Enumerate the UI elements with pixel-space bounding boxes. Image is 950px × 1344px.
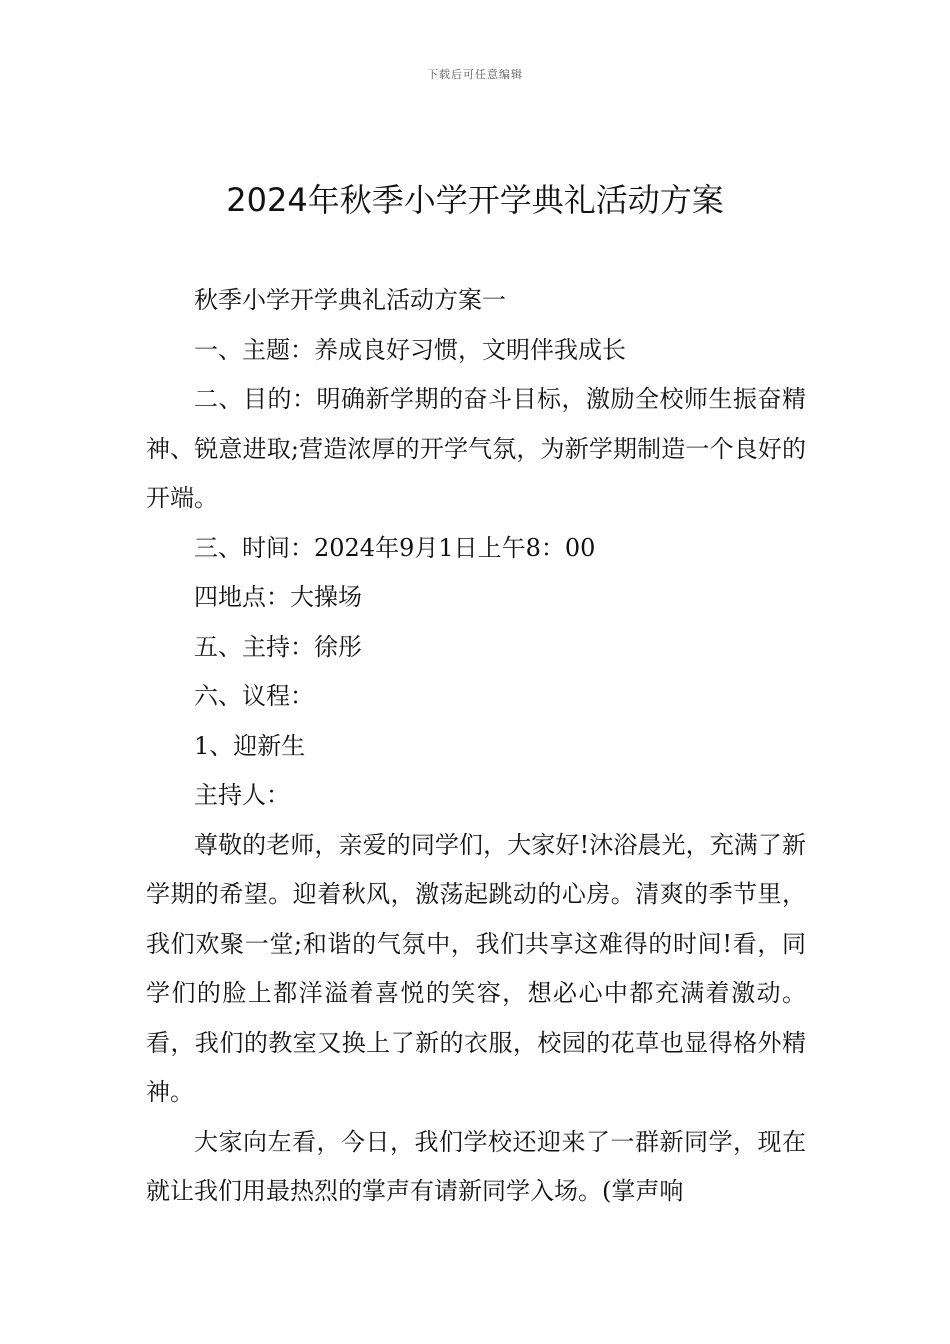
paragraph: 主持人： [194,781,290,809]
paragraph: 秋季小学开学典礼活动方案一 [194,286,506,314]
header-note: 下载后可任意编辑 [427,68,523,81]
paragraph: 1、迎新生 [194,731,306,760]
paragraph: 大家向左看，今日，我们学校还迎来了一群新同学，现在就让我们用最热烈的掌声有请新同学入场。(掌声响 [146,1127,806,1205]
paragraph: 六、议程： [194,682,314,710]
paragraph: 三、时间：2024年9月1日上午8：00 [194,533,596,562]
paragraph: 二、目的：明确新学期的奋斗目标，激励全校师生振奋精神、锐意进取;营造浓厚的开学气氛，为新学期制造一个良好的开端。 [146,385,806,512]
paragraph: 一、主题：养成良好习惯，文明伴我成长 [194,335,626,364]
document-body [146,276,806,1217]
paragraph: 四地点：大操场 [194,583,362,611]
paragraph: 五、主持：徐彤 [194,632,362,661]
document-title: 2024年秋季小学开学典礼活动方案 [226,181,724,219]
paragraph: 尊敬的老师，亲爱的同学们，大家好!沐浴晨光，充满了新学期的希望。迎着秋风，激荡起跳动的心房。清爽的季节里，我们欢聚一堂;和谐的气氛中，我们共享这难得的时间!看，同学们的脸上都洋溢着喜悦的笑容，想必心中都充满着激动。看，我们的教室又换上了新的衣服，校园的花草也显得格外精神。 [146,830,806,1106]
